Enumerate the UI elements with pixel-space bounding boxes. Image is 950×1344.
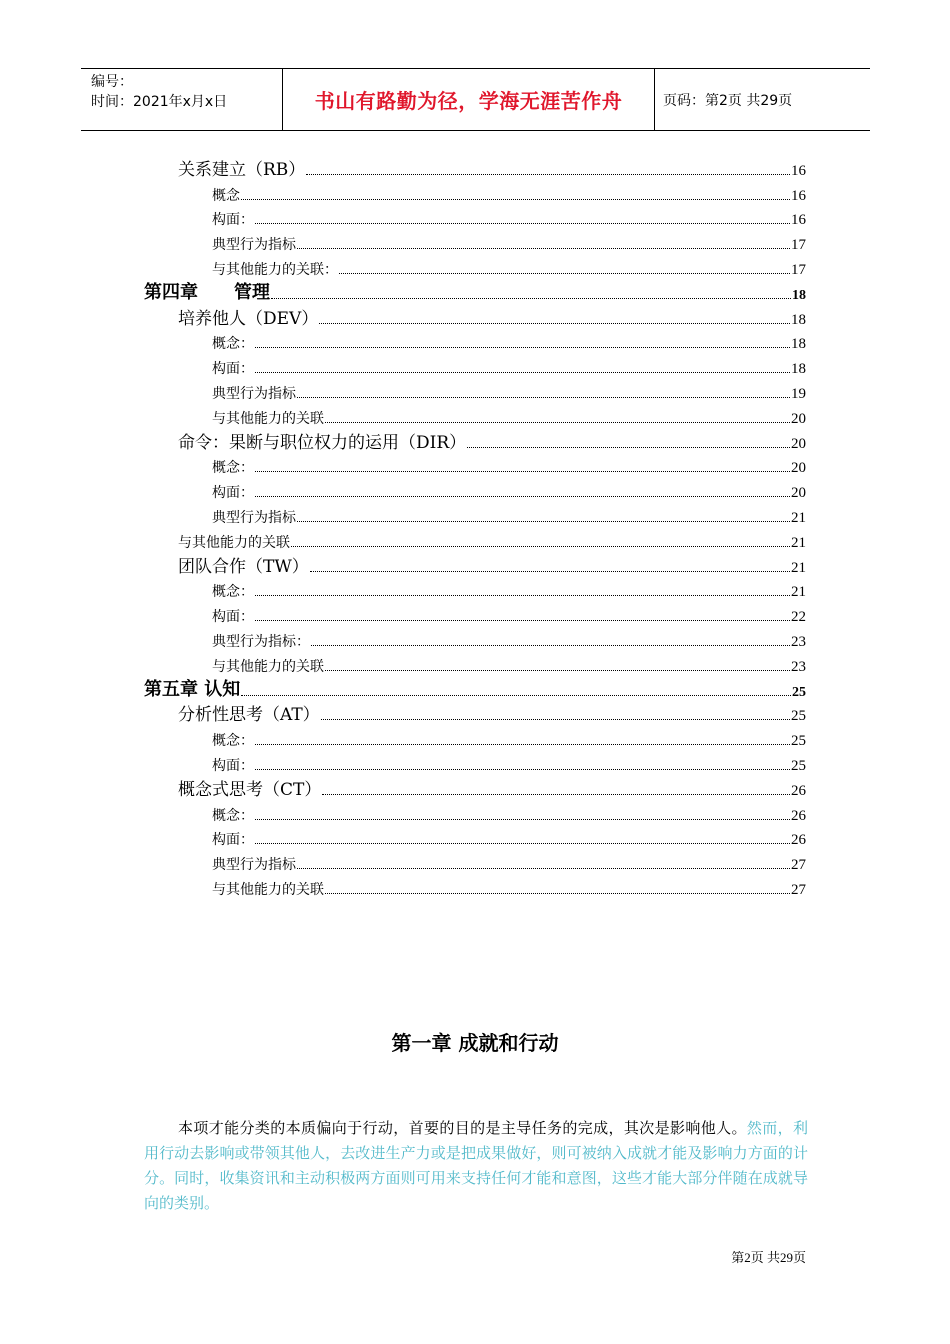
toc-entry[interactable]	[144, 378, 806, 403]
toc-dot-leader	[291, 536, 790, 547]
toc-entry-title: 概念：	[212, 584, 254, 601]
toc-entry-title: 关系建立（RB）	[178, 159, 306, 180]
toc-entry[interactable]	[144, 601, 806, 626]
toc-dot-leader	[325, 660, 790, 671]
toc-entry[interactable]	[144, 874, 806, 899]
toc-entry[interactable]	[144, 229, 806, 254]
toc-dot-leader	[297, 858, 790, 869]
code-label: 编号：	[91, 74, 133, 90]
toc-dot-leader	[255, 734, 790, 745]
toc-entry-title: 命令：果断与职位权力的运用（DIR）	[178, 432, 467, 453]
toc-dot-leader	[255, 585, 790, 596]
toc-entry-title: 概念：	[212, 807, 254, 824]
toc-entry[interactable]	[144, 502, 806, 527]
toc-entry-page: 21	[791, 534, 806, 551]
toc-entry[interactable]	[144, 800, 806, 825]
toc-dot-leader	[255, 213, 790, 224]
header-page-label: 页码：第2页 共29页	[663, 92, 793, 109]
toc-entry-page: 18	[791, 361, 806, 378]
toc-entry-title: 典型行为指标	[212, 385, 296, 402]
toc-entry[interactable]	[144, 453, 806, 478]
toc-entry-page: 27	[791, 881, 806, 898]
toc-entry-title: 构面：	[212, 361, 254, 378]
toc-entry-page: 16	[791, 187, 806, 204]
header-motto: 书山有路勤为径，学海无涯苦作舟	[282, 69, 655, 130]
toc-entry-title: 概念：	[212, 460, 254, 477]
toc-entry-page: 17	[791, 237, 806, 254]
toc-entry-page: 20	[791, 410, 806, 427]
toc-dot-leader	[255, 809, 790, 820]
toc-entry-title: 构面：	[212, 212, 254, 229]
chapter-paragraph	[144, 1116, 808, 1216]
toc-entry-title: 团队合作（TW）	[178, 556, 309, 577]
toc-dot-leader	[339, 263, 790, 274]
toc-entry[interactable]	[144, 775, 806, 800]
toc-entry-title: 第五章 认知	[144, 678, 241, 700]
toc-entry-title: 与其他能力的关联	[178, 534, 290, 551]
toc-entry-page: 16	[791, 162, 806, 179]
toc-entry-page: 26	[791, 807, 806, 824]
toc-entry-title: 典型行为指标	[212, 509, 296, 526]
toc-entry-title: 典型行为指标	[212, 237, 296, 254]
toc-entry-page: 16	[791, 212, 806, 229]
toc-entry-page: 25	[791, 708, 806, 725]
toc-dot-leader	[325, 883, 790, 894]
toc-entry-page: 17	[791, 261, 806, 278]
toc-entry[interactable]	[144, 428, 806, 453]
toc-dot-leader	[319, 313, 790, 324]
date-label: 时间：2021年x月x日	[91, 94, 228, 110]
toc-entry-page: 18	[791, 311, 806, 328]
paragraph-highlight-text: 然而，利用行动去影响或带领其他人，去改进生产力或是把成果做好，则可被纳入成就才能及影响力方面的计分。同时，收集资讯和主动积极两方面则可用来支持任何才能和意图，这些才能大部分伴随在成就导向的类别。	[144, 1119, 808, 1212]
toc-entry-title: 构面：	[212, 757, 254, 774]
toc-entry[interactable]	[144, 750, 806, 775]
toc-entry[interactable]	[144, 527, 806, 552]
toc-dot-leader	[255, 759, 790, 770]
toc-dot-leader	[306, 164, 790, 175]
toc-entry[interactable]	[144, 651, 806, 676]
toc-entry-title: 概念式思考（CT）	[178, 779, 322, 800]
toc-entry-page: 25	[791, 733, 806, 750]
toc-entry-title: 概念：	[212, 733, 254, 750]
toc-entry[interactable]	[144, 205, 806, 230]
toc-entry-page: 20	[791, 485, 806, 502]
toc-entry-page: 19	[791, 385, 806, 402]
toc-entry[interactable]	[144, 577, 806, 602]
toc-entry-title: 分析性思考（AT）	[178, 705, 320, 726]
toc-entry-title: 构面：	[212, 609, 254, 626]
toc-entry-page: 21	[791, 559, 806, 576]
toc-dot-leader	[311, 635, 790, 646]
toc-dot-leader	[322, 784, 790, 795]
toc-entry-page: 23	[791, 658, 806, 675]
toc-entry-title: 培养他人（DEV）	[178, 308, 319, 329]
toc-entry[interactable]	[144, 403, 806, 428]
toc-dot-leader	[325, 412, 790, 423]
toc-entry[interactable]	[144, 304, 806, 329]
toc-entry-page: 18	[792, 287, 806, 303]
toc-dot-leader	[310, 561, 790, 572]
toc-dot-leader	[255, 461, 790, 472]
toc-entry[interactable]	[144, 254, 806, 279]
toc-entry-title: 构面：	[212, 485, 254, 502]
toc-entry[interactable]	[144, 279, 806, 304]
toc-entry-page: 21	[791, 509, 806, 526]
toc-dot-leader	[255, 610, 790, 621]
toc-dot-leader	[297, 238, 790, 249]
chapter-title: 第一章 成就和行动	[391, 1031, 559, 1055]
toc-entry[interactable]	[144, 329, 806, 354]
toc-entry[interactable]	[144, 353, 806, 378]
toc-entry[interactable]	[144, 825, 806, 850]
toc-entry[interactable]	[144, 849, 806, 874]
toc-entry-page: 23	[791, 633, 806, 650]
toc-entry-title: 概念：	[212, 336, 254, 353]
toc-entry-page: 20	[791, 460, 806, 477]
toc-dot-leader	[255, 362, 790, 373]
toc-dot-leader	[255, 833, 790, 844]
toc-dot-leader	[271, 288, 791, 299]
toc-entry[interactable]	[144, 676, 806, 701]
toc-dot-leader	[297, 387, 790, 398]
toc-dot-leader	[255, 486, 790, 497]
toc-entry[interactable]	[144, 477, 806, 502]
toc-entry-page: 25	[791, 757, 806, 774]
header-meta	[81, 69, 282, 130]
toc-entry-title: 典型行为指标：	[212, 633, 310, 650]
toc-dot-leader	[241, 189, 790, 200]
toc-entry-title: 构面：	[212, 832, 254, 849]
toc-entry[interactable]	[144, 552, 806, 577]
toc-entry-page: 27	[791, 857, 806, 874]
toc-entry-title: 与其他能力的关联：	[212, 261, 338, 278]
toc-entry-page: 26	[791, 832, 806, 849]
toc-entry[interactable]	[144, 725, 806, 750]
toc-entry-title: 与其他能力的关联	[212, 881, 324, 898]
page-footer: 第2页 共29页	[731, 1250, 806, 1265]
toc-entry-title: 典型行为指标	[212, 857, 296, 874]
toc-entry-title: 与其他能力的关联	[212, 410, 324, 427]
page-header	[81, 68, 870, 131]
table-of-contents	[144, 155, 806, 899]
toc-entry[interactable]	[144, 701, 806, 726]
toc-entry-page: 20	[791, 435, 806, 452]
toc-entry[interactable]	[144, 626, 806, 651]
toc-entry-title: 第四章 管理	[144, 281, 270, 303]
toc-dot-leader	[321, 709, 790, 720]
toc-entry-title: 概念	[212, 187, 240, 204]
toc-entry-page: 25	[792, 684, 806, 700]
toc-dot-leader	[297, 511, 790, 522]
toc-dot-leader	[467, 437, 790, 448]
toc-entry-page: 22	[791, 609, 806, 626]
toc-entry[interactable]	[144, 180, 806, 205]
paragraph-text: 本项才能分类的本质偏向于行动，首要的目的是主导任务的完成，其次是影响他人。	[178, 1119, 747, 1137]
toc-entry-title: 与其他能力的关联	[212, 658, 324, 675]
toc-dot-leader	[255, 337, 790, 348]
toc-entry-page: 18	[791, 336, 806, 353]
toc-dot-leader	[241, 685, 791, 696]
toc-entry[interactable]	[144, 155, 806, 180]
toc-entry-page: 26	[791, 782, 806, 799]
toc-entry-page: 21	[791, 584, 806, 601]
